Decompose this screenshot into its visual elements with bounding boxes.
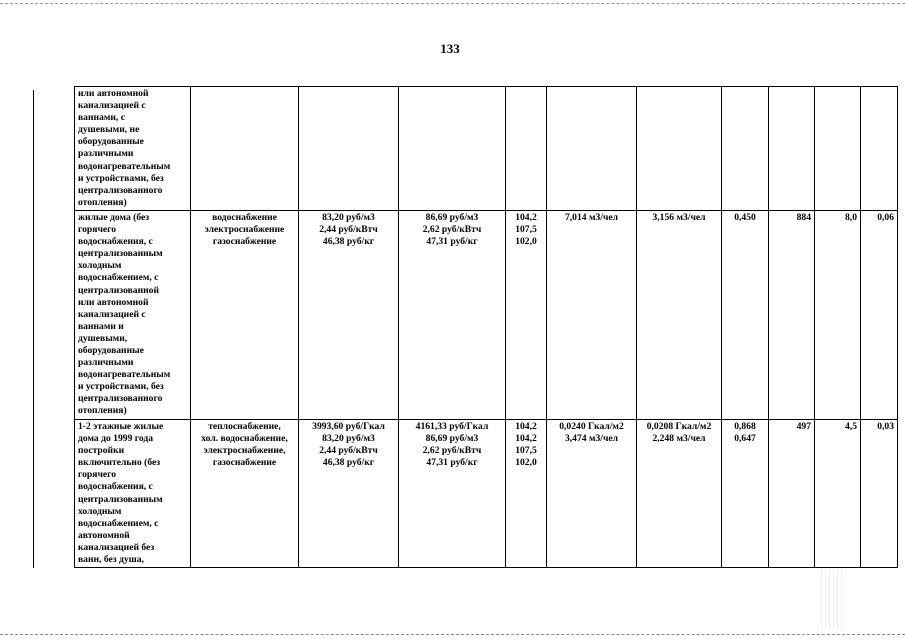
tariff-current xyxy=(399,87,506,211)
value-cell: 8,0 xyxy=(815,210,861,419)
binding-margin-line xyxy=(33,90,34,568)
tariff-current: 86,69 руб/м3 2,62 руб/кВтч 47,31 руб/кг xyxy=(399,210,506,419)
consumption-norm-current: 3,156 м3/чел xyxy=(637,210,722,419)
consumption-norm-previous xyxy=(547,87,637,211)
scan-noise xyxy=(821,570,843,628)
housing-description: 1-2 этажные жилые дома до 1999 года постройки включительно (без горячего водоснабжения, с централизованным холодным водоснабжением, с автономной канализацией без ванн, без душа, xyxy=(75,419,191,567)
table-row xyxy=(75,87,898,211)
value-cell xyxy=(815,87,861,211)
tariff-previous xyxy=(299,87,399,211)
tariff-index: 104,2 107,5 102,0 xyxy=(506,210,547,419)
coefficient: 0,450 xyxy=(722,210,769,419)
scan-bottom-edge xyxy=(0,634,905,635)
consumption-norm-current xyxy=(637,87,722,211)
tariff-current: 4161,33 руб/Гкал 86,69 руб/м3 2,62 руб/кВтч 47,31 руб/кг xyxy=(399,419,506,567)
table-row xyxy=(75,419,898,567)
page-number: 133 xyxy=(440,41,460,56)
consumption-norm-current: 0,0208 Гкал/м2 2,248 м3/чел xyxy=(637,419,722,567)
share-cell: 0,06 xyxy=(861,210,898,419)
consumption-norm-previous: 0,0240 Гкал/м2 3,474 м3/чел xyxy=(547,419,637,567)
value-cell: 4,5 xyxy=(815,419,861,567)
count-value: 884 xyxy=(769,210,815,419)
tariff-previous: 3993,60 руб/Гкал 83,20 руб/м3 2,44 руб/кВтч 46,38 руб/кг xyxy=(299,419,399,567)
utility-services xyxy=(191,87,299,211)
housing-description: жилые дома (без горячего водоснабжения, с централизованным холодным водоснабжением, с централизованной или автономной канализацией с ваннами и душевыми, оборудованные различными водонагревательным и устройствами, без централизованного отопления) xyxy=(75,210,191,419)
utility-services: теплоснабжение, хол. водоснабжение, электроснабжение, газоснабжение xyxy=(191,419,299,567)
scan-top-edge xyxy=(0,3,905,4)
share-cell: 0,03 xyxy=(861,419,898,567)
coefficient: 0,868 0,647 xyxy=(722,419,769,567)
tariff-index xyxy=(506,87,547,211)
consumption-norm-previous: 7,014 м3/чел xyxy=(547,210,637,419)
count-value xyxy=(769,87,815,211)
table-row xyxy=(75,210,898,419)
coefficient xyxy=(722,87,769,211)
tariff-index: 104,2 104,2 107,5 102,0 xyxy=(506,419,547,567)
count-value: 497 xyxy=(769,419,815,567)
utility-services: водоснабжение электроснабжение газоснабжение xyxy=(191,210,299,419)
tariff-table xyxy=(74,86,898,568)
tariff-previous: 83,20 руб/м3 2,44 руб/кВтч 46,38 руб/кг xyxy=(299,210,399,419)
share-cell xyxy=(861,87,898,211)
housing-description: или автономной канализацией с ваннами, с душевыми, не оборудованные различными водонагревательным и устройствами, без централизованного отопления) xyxy=(75,87,191,211)
